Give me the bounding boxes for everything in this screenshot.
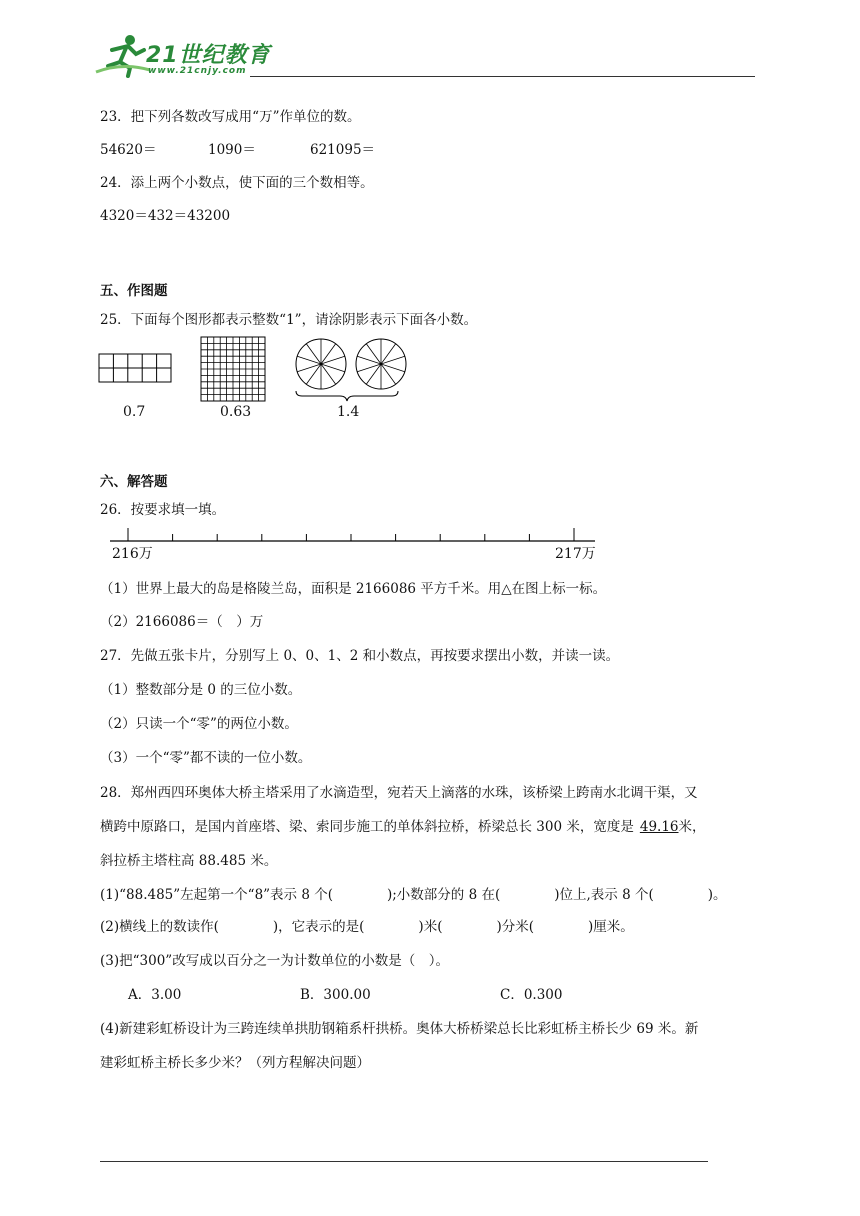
number-line (110, 526, 610, 546)
rect-grid-ten (99, 354, 171, 382)
header-logo (92, 32, 272, 82)
brace (296, 391, 398, 401)
q27-sub1: （1）整数部分是 0 的三位小数。 (100, 682, 302, 698)
q28-sub2: (2)横线上的数读作( )，它表示的是( )米( )分米( )厘米。 (100, 919, 634, 935)
q28-option-b: B．300.00 (300, 987, 371, 1003)
q25-label-3: 1.4 (337, 404, 360, 420)
question-28-line3: 斜拉桥主塔柱高 88.485 米。 (100, 853, 278, 869)
axis-start-label: 216万 (112, 546, 153, 562)
q28-option-c: C．0.300 (500, 987, 563, 1003)
q25-figures (96, 334, 416, 406)
runner-logo-icon (92, 32, 152, 78)
q25-label-1: 0.7 (123, 404, 146, 420)
question-25: 25．下面每个图形都表示整数“1”，请涂阴影表示下面各小数。 (100, 312, 478, 328)
logo-url: www.21cnjy.com (148, 66, 247, 76)
axis-end-label: 217万 (555, 546, 596, 562)
question-28-line1: 28．郑州西四环奥体大桥主塔采用了水滴造型，宛若天上滴落的水珠，该桥梁上跨南水北调干渠，又 (100, 785, 698, 801)
q28-sub4-line1: (4)新建彩虹桥设计为三跨连续单拱肋钢箱系杆拱桥。奥体大桥桥梁总长比彩虹桥主桥长少 69 米。新 (100, 1021, 699, 1037)
question-28-line2 (100, 818, 706, 836)
q23-item-3: 621095＝ (310, 142, 376, 158)
section-5-title: 五、作图题 (100, 283, 168, 299)
footer-rule (100, 1161, 708, 1162)
q28-line2-text: 横跨中原路口，是国内首座塔、梁、索同步施工的单体斜拉桥，桥梁总长 300 米，宽度是 (100, 819, 634, 835)
q25-label-2: 0.63 (220, 404, 252, 420)
logo-text: 21世纪教育 (146, 43, 271, 68)
section-6-title: 六、解答题 (100, 474, 168, 490)
q28-sub4-line2: 建彩虹桥主桥长多少米？（列方程解决问题） (100, 1055, 370, 1071)
q27-sub2: （2）只读一个“零”的两位小数。 (100, 716, 298, 732)
q23-item-1: 54620＝ (100, 142, 157, 158)
hundred-grid (201, 337, 265, 401)
question-23: 23．把下列各数改写成用“万”作单位的数。 (100, 109, 361, 125)
question-26: 26．按要求填一填。 (100, 502, 226, 518)
question-27: 27．先做五张卡片，分别写上 0、0、1、2 和小数点，再按要求摆出小数，并读一读。 (100, 648, 620, 664)
q26-sub2: （2）2166086＝（ ）万 (100, 614, 264, 630)
circle-sectors-1 (296, 339, 346, 389)
q27-sub3: （3）一个“零”都不读的一位小数。 (100, 750, 312, 766)
circle-sectors-2 (356, 339, 406, 389)
q26-sub1: （1）世界上最大的岛是格陵兰岛，面积是 2166086 平方千米。用△在图上标一标。 (100, 581, 607, 597)
q28-option-a: A．3.00 (128, 987, 182, 1003)
question-24: 24．添上两个小数点，使下面的三个数相等。 (100, 175, 374, 191)
q24-expression: 4320＝432＝43200 (100, 208, 231, 224)
q28-width-value: 49.16 (639, 819, 679, 835)
q28-sub3: (3)把“300”改写成以百分之一为计数单位的小数是（ ）。 (100, 953, 449, 969)
q28-sub1: (1)“88.485”左起第一个“8”表示 8 个( );小数部分的 8 在( )位上,表示 8 个( )。 (100, 887, 727, 903)
q28-line2-end: 米， (678, 819, 706, 835)
header-rule (250, 76, 755, 77)
q23-item-2: 1090＝ (208, 142, 256, 158)
